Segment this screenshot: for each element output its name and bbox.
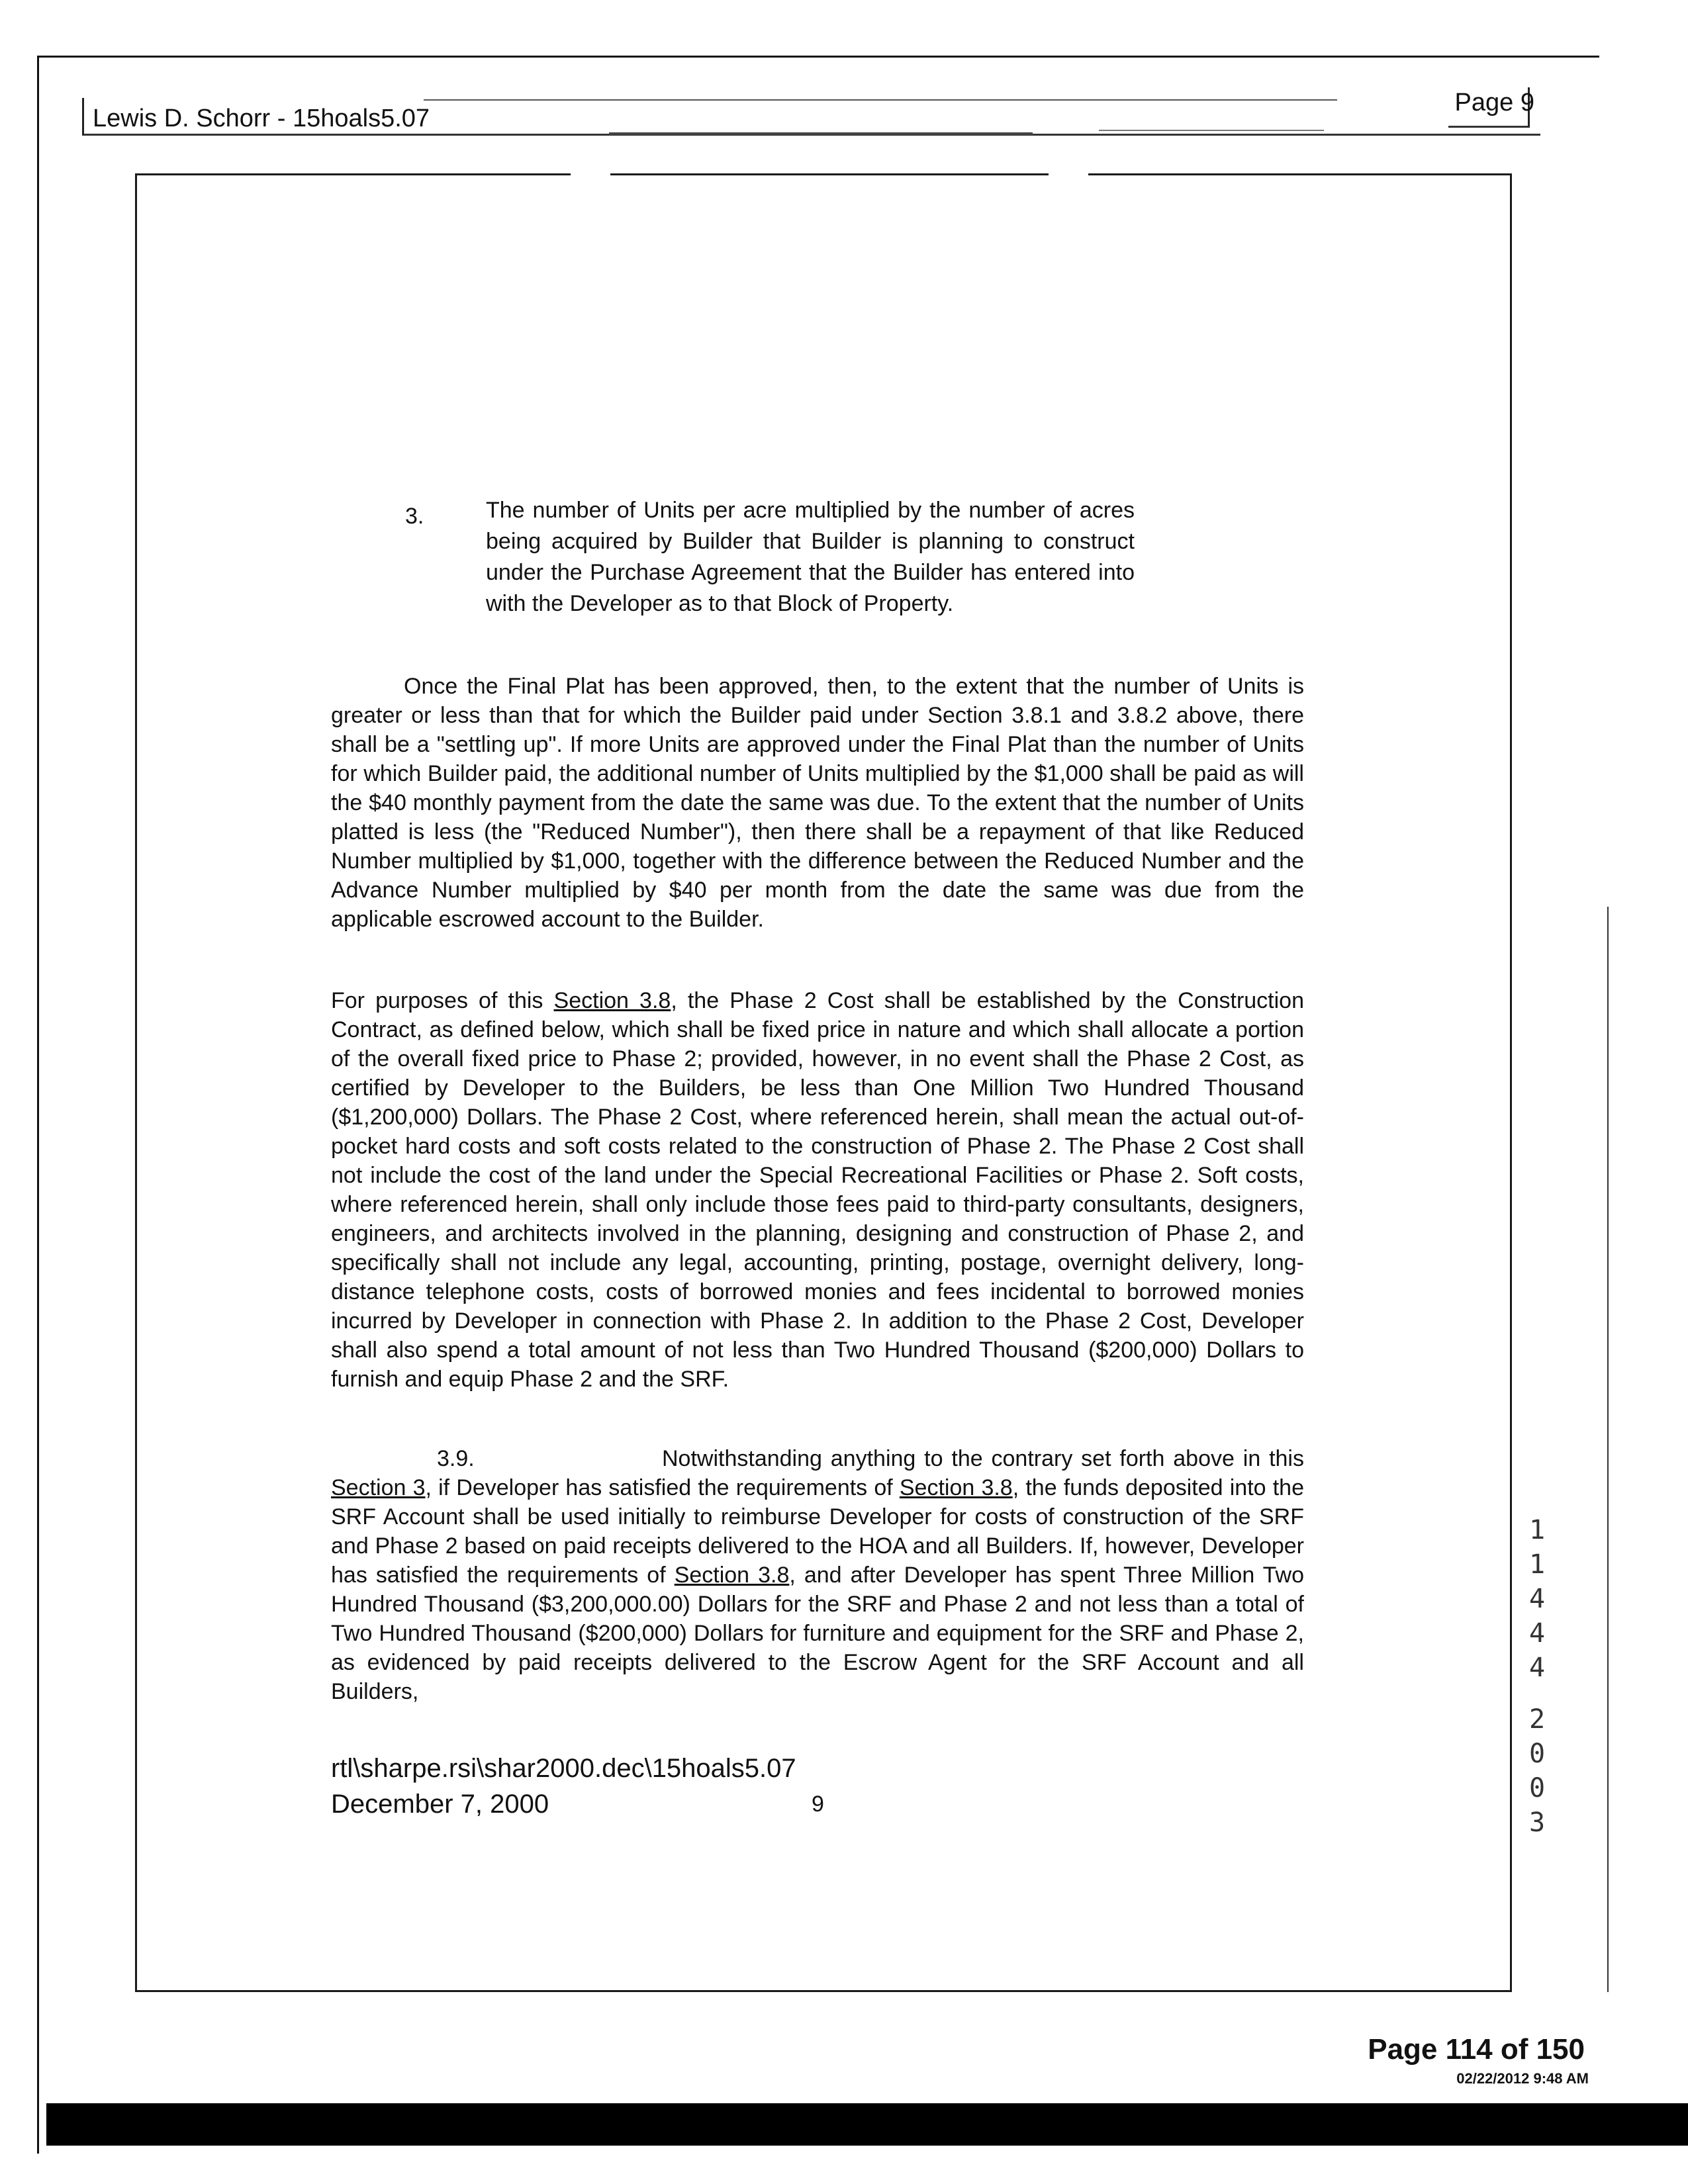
stamp-digit: 4 <box>1528 1618 1546 1649</box>
list-item-text: The number of Units per acre multiplied by the number of acres being acquired by Builder that Builder is planning to construct under the Purchase Agreement that the Builder has entered into with the Developer as to that Block of Property. <box>486 498 1135 616</box>
stamp-digit: 3 <box>1528 1807 1546 1838</box>
section-3-9 <box>331 1444 1304 1706</box>
section-text: , the funds deposited into the SRF Account shall be used initially to reimburse Developer for costs of construction of the SRF and Phase 2 based on paid receipts delivered to the HOA and all Builders. If, however, Developer has satisfied the requirements of <box>331 1475 1304 1588</box>
paragraph-lead: For purposes of this <box>331 988 554 1013</box>
stamp-digit: 4 <box>1528 1584 1546 1614</box>
page-counter: Page 114 of 150 <box>1368 2033 1585 2066</box>
section-text: , and after Developer has spent Three Million Two Hundred Thousand ($3,200,000.00) Dollars for the SRF and Phase 2 and not less than a total of Two Hundred Thousand ($200,000) Dollars for furniture and equipment for the SRF and Phase 2, as evidenced by paid receipts delivered to the Escrow Agent for the SRF Account and all Builders, <box>331 1563 1305 1704</box>
section-reference: Section 3.8 <box>899 1475 1013 1500</box>
header-artifact-line <box>1099 130 1324 131</box>
header-artifact-line <box>424 99 1337 101</box>
print-timestamp: 02/22/2012 9:48 AM <box>1456 2070 1589 2087</box>
stamp-digit: 0 <box>1528 1739 1546 1769</box>
frame-gap <box>571 171 610 177</box>
document-number-stamp <box>1524 1513 1550 1840</box>
paragraph-text: , the Phase 2 Cost shall be established by the Construction Contract, as defined below, which shall be fixed price in nature and which shall allocate a portion of the overall fixed price to Phase 2; provided, however, in no event shall the Phase 2 Cost, as certified by Developer to the Builders, be less than One Million Two Hundred Thousand ($1,200,000) Dollars. The Phase 2 Cost, where referenced herein, shall mean the actual out-of-pocket hard costs and soft costs related to the construction of Phase 2. The Phase 2 Cost shall not include the cost of the land under the Special Recreational Facilities or Phase 2. Soft costs, where referenced herein, shall only include those fees paid to third-party consultants, designers, engineers, and architects involved in the planning, designing and construction of Phase 2, and specifically shall not include any legal, accounting, printing, postage, overnight delivery, long-distance telephone costs, costs of borrowed monies and fees incidental to borrowed monies incurred by Developer in connection with Phase 2. In addition to the Phase 2 Cost, Developer shall also spend a total amount of not less than Two Hundred Thousand ($200,000) Dollars to furnish and equip Phase 2 and the SRF. <box>331 988 1305 1392</box>
header-artifact-line <box>609 132 1033 135</box>
footer-file-path: rtl\sharpe.rsi\shar2000.dec\15hoals5.07 <box>331 1754 796 1783</box>
left-border-line <box>37 56 39 2154</box>
paragraph-settling-up <box>331 672 1304 934</box>
top-border-line <box>37 56 1599 58</box>
section-lead: Notwithstanding anything to the contrary set forth above in this <box>662 1446 1304 1471</box>
bottom-scan-band <box>46 2103 1688 2146</box>
footer-page-number: 9 <box>812 1792 824 1817</box>
stamp-digit: 4 <box>1528 1653 1546 1683</box>
section-reference: Section 3.8 <box>674 1563 790 1588</box>
stamp-digit: 0 <box>1528 1773 1546 1803</box>
section-reference: Section 3 <box>331 1475 426 1500</box>
paragraph-phase-2-cost <box>331 986 1304 1394</box>
section-number: 3.9. <box>437 1446 475 1471</box>
header-page-label: Page 9 <box>1454 89 1534 116</box>
stamp-digit: 1 <box>1528 1515 1546 1545</box>
section-reference: Section 3.8 <box>553 988 671 1013</box>
paragraph-text: Once the Final Plat has been approved, then, to the extent that the number of Units is greater or less than that for which the Builder paid under Section 3.8.1 and 3.8.2 above, there shall be a "settling up". If more Units are approved under the Final Plat than the number of Units for which Builder paid, the additional number of Units multiplied by the $1,000 shall be paid as will the $40 monthly payment from the date the same was due. To the extent that the number of Units platted is less (the "Reduced Number"), then there shall be a repayment of that like Reduced Number multiplied by $1,000, together with the difference between the Reduced Number and the Advance Number multiplied by $40 per month from the date the same was due from the applicable escrowed account to the Builder. <box>331 674 1304 932</box>
section-text: , if Developer has satisfied the requirements of <box>425 1475 900 1500</box>
frame-gap <box>1049 171 1088 177</box>
stamp-digit: 2 <box>1528 1704 1546 1735</box>
footer-date: December 7, 2000 <box>331 1790 549 1819</box>
list-item-number: 3. <box>405 504 424 529</box>
header-title: Lewis D. Schorr - 15hoals5.07 <box>93 105 430 132</box>
stamp-digit: 1 <box>1528 1549 1546 1580</box>
margin-line <box>1607 907 1609 1992</box>
